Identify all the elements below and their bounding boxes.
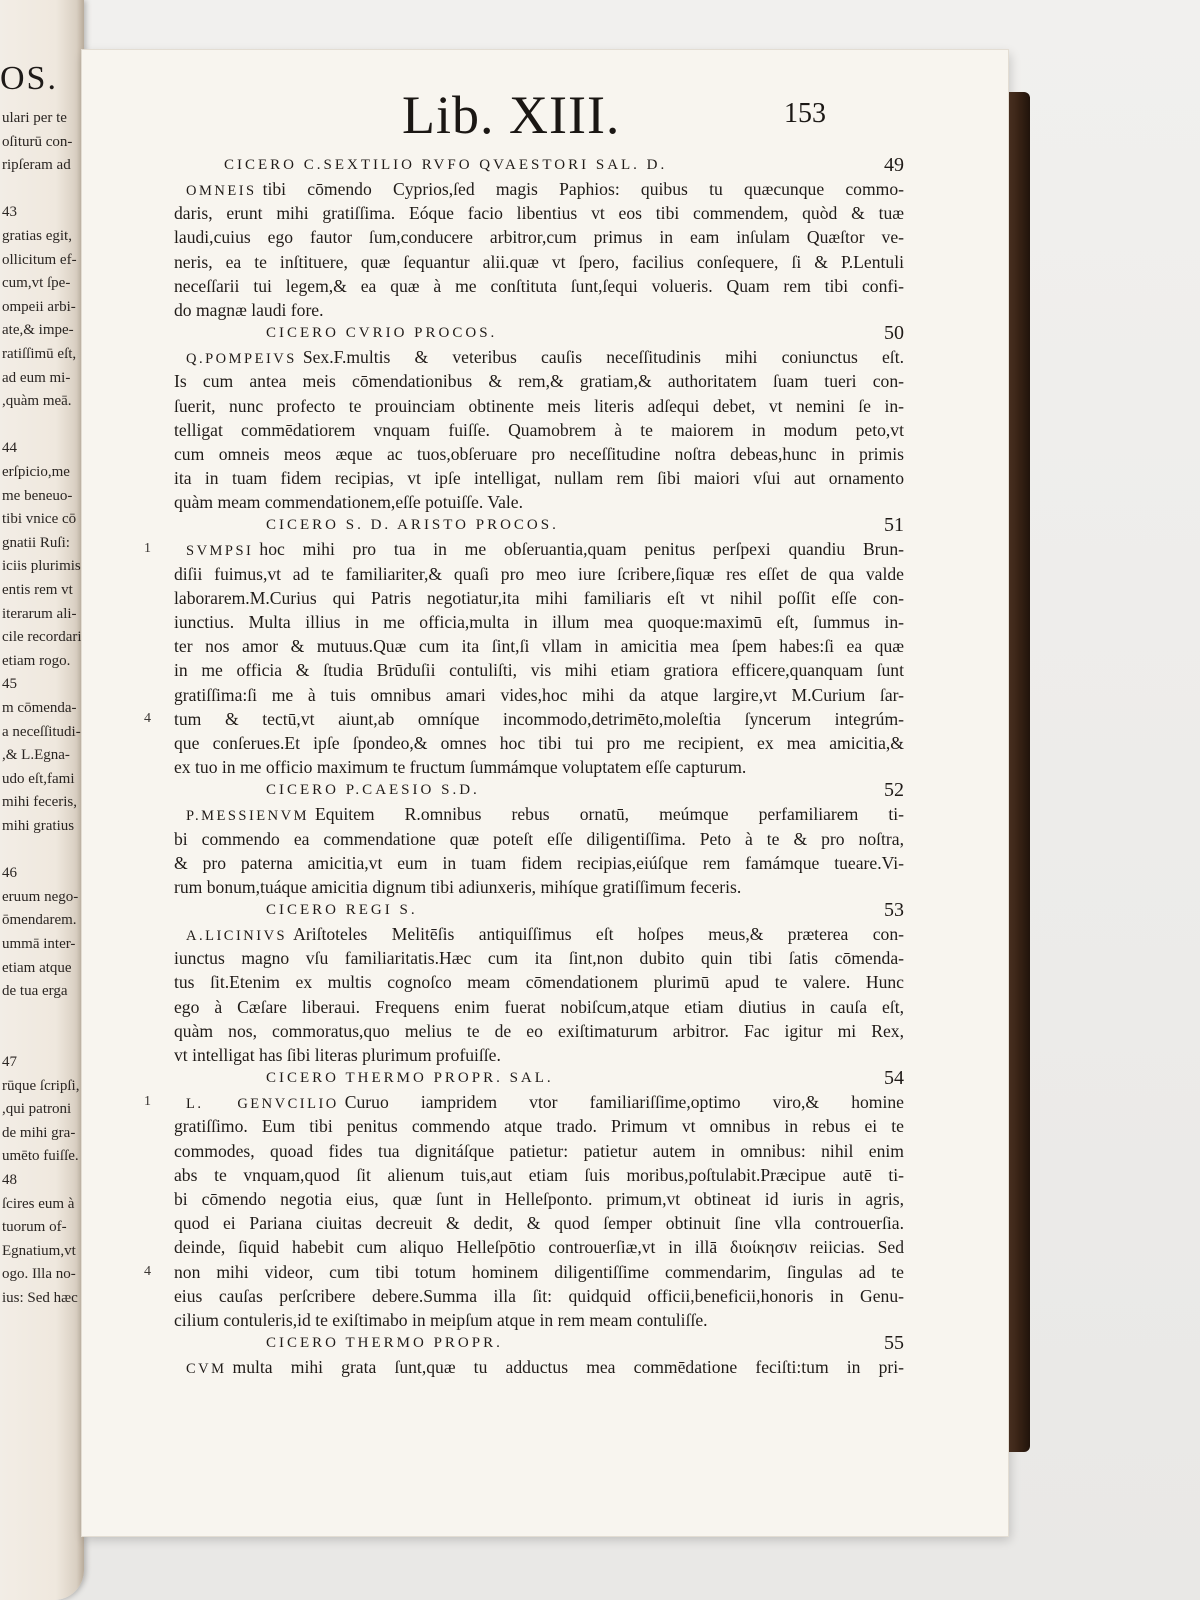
left-page-line: cum,vt ſpe- [2,275,71,292]
left-page-line: ulari per te [2,110,67,126]
line-text: ter nos amor & mutuus.Quæ cum ita ſint,ſi vllam in amicitia mea ſpem habes:ſi ea quæ [174,636,904,657]
left-page-line: ratiſſimū eſt, [2,346,77,362]
line-text: Sex.F.multis & veteribus cauſis neceſſitudinis mihi coniunctus eſt. [302,347,904,368]
opening-word: SVMPSI [186,543,254,560]
line-text: cum omneis meos æque ac tuos,obſeruare pro neceſſitudine noſtra debeas,hunc in primis [174,443,904,464]
left-page-line: udo eſt,fami [2,770,75,787]
left-page-line: 46 [2,865,17,882]
line-text: laudi,cuius ego fautor ſum,conducere arbitror,cum primus in eam inſulam Quæſtor ve- [174,227,904,248]
left-page-line: tibi vnice cō [2,511,77,528]
text-line [174,1284,904,1308]
opening-word: OMNEIS [186,183,257,199]
left-page-line: iciis plurimis [2,558,81,575]
line-text: iunctius. Multa illius in me officia,multa in illum mea quoque:maximū eſt, ſummus in- [174,612,904,632]
left-page-line: gnatii Ruſi: [2,534,70,551]
right-page [82,50,1008,1536]
text-line [174,490,904,514]
text-line [174,995,904,1019]
left-page-line: rūque ſcripſi, [2,1077,80,1094]
opening-word: P.MESSIENVM [186,808,309,825]
letter-salutation: CICERO REGI S. [266,902,418,919]
book-title: Lib. XIII. [402,85,621,145]
running-head [82,84,1008,144]
left-page-line: ummā inter- [2,936,76,952]
text-line [174,658,904,682]
letter-heading [174,322,904,345]
letter-salutation: CICERO THERMO PROPR. SAL. [266,1070,554,1087]
margin-marker: 1 [144,541,151,557]
letter-salutation: CICERO P.CAESIO S.D. [266,782,480,799]
left-page-line: 45 [2,676,17,693]
line-text: neris, ea te inſtituere, quæ ſequantur alii.quæ vt ſpero, facilius conſequere, ſi & P.Lentuli [174,251,904,272]
line-text: tum & tectū,vt aiunt,ab omníque incommodo,detrimēto,moleſtia ſyncerum integrúm- [174,708,904,729]
left-page-line: umēto fuiſſe. [2,1148,79,1165]
line-text: quod ei Pariana ciuitas decreuit & dedit, & quod ſemper obtinuit ſine vlla controuerſia. [174,1213,904,1234]
opening-word: L. GENVCILIO [186,1096,339,1113]
line-text: rum bonum,tuáque amicitia dignum tibi adiunxeris, mihíque gratiſſimum feceris. [174,876,742,897]
line-text: do magnæ laudi fore. [174,299,324,320]
text-line [174,225,904,249]
letter-number: 51 [884,514,904,537]
left-page-line: tuorum of- [2,1219,67,1236]
text-line [174,634,904,658]
text-line [174,250,904,274]
line-text: Is cum antea meis cōmendationibus & rem,& gratiam,& authoritatem ſuam tueri con- [174,371,904,392]
text-line [174,394,904,418]
letter-salutation: CICERO THERMO PROPR. [266,1335,503,1352]
left-page-line: ſcires eum à [2,1195,75,1212]
left-page-line: ,qui patroni [2,1101,72,1118]
text-line [174,1043,904,1067]
line-text: in me officia & ſtudia Brūduſii contuliſti, vis mihi etiam gratiora efficere,quanquam ſunt [174,660,904,681]
left-page-line: cile recordari [2,629,82,646]
text-line [174,562,904,586]
text-line [174,946,904,970]
margin-marker: 4 [144,710,151,726]
letter-heading [174,514,904,537]
line-text: ego à Cæſare liberaui. Frequens enim fuerat nobiſcum,atque etiam diutius in cauſa eſt, [174,996,904,1017]
line-text: tus ſit.Etenim ex multis cognoſco meam cōmendationem plurimū apud te valere. Hunc [174,972,904,993]
opening-word: Q.POMPEIVS [186,351,297,368]
line-text: telligat commēdatiorem vnquam fuiſſe. Quamobrem à te maiorem in modum peto,vt [174,419,904,440]
letter-heading [174,779,904,802]
left-page-line: ripſeram ad [2,157,71,174]
line-text: Ariſtoteles Melitēſis antiquiſſimus eſt hoſpes meus,& præterea con- [293,924,904,945]
letter-number: 54 [884,1067,904,1090]
text-line [174,731,904,755]
letter-salutation: CICERO CVRIO PROCOS. [266,325,498,342]
line-text: laborarem.M.Curius qui Patris negotiatur,ita mihi familiaris eſt vt nihil poſſit eſſe con- [174,587,904,608]
text-line [174,1211,904,1235]
letter-heading [174,1067,904,1090]
line-text: deinde, ſiquid habebit cum aliquo Helleſpōtio controuerſiæ,vt in illā διοίκησιν reiicias. Sed [174,1237,904,1258]
opening-word: CVM [186,1361,227,1378]
text-line [174,1139,904,1163]
left-page-line: de tua erga [2,983,68,1000]
text-line [174,345,904,369]
page-number: 153 [784,98,826,129]
text-line [174,755,904,779]
line-text: ex tuo in me officio maximum te fructum ſummámque voluptatem eſſe capturum. [174,757,747,778]
left-page-line: eruum nego- [2,888,79,905]
text-line [174,1235,904,1259]
letter-salutation: CICERO C.SEXTILIO RVFO QVAESTORI SAL. D. [224,157,668,173]
text-block [144,154,904,1379]
left-page-line: m cōmenda- [2,700,77,716]
text-line [174,369,904,393]
left-page-line: oſiturū con- [2,133,73,150]
margin-marker: 1 [144,1094,151,1110]
line-text: Equitem R.omnibus rebus ornatū, meúmque perfamiliarem ti- [314,804,904,825]
letter-number: 53 [884,899,904,922]
text-line [174,1308,904,1332]
left-page-line: mihi feceris, [2,794,77,811]
left-page-line: erſpicio,me [2,464,70,480]
left-page-line: a neceſſitudi- [2,723,81,740]
text-line [174,442,904,466]
text-line [174,827,904,851]
line-text: gratiſſima:ſi me à tuis omnibus amari vides,hoc mihi da atque largire,vt M.Curium ſar- [174,684,904,705]
text-line [174,466,904,490]
left-page-line: 44 [2,440,17,457]
line-text: ita in tuam fidem recipias, vt ipſe intelligat, nullam rem ſibi maiori vſui aut ornamento [174,468,904,489]
line-text: diſii fuimus,vt ad te familiariter,& quaſi pro meo iure ſcribere,ſiquæ res eſſet de qua valde [174,563,904,584]
left-page-line: ,& L.Egna- [2,747,70,764]
line-text: ſuerit, nunc profecto te prouinciam obtinente meis literis adſequi debet, vt nemini ſe in- [174,395,904,416]
left-page-line: 47 [2,1054,17,1070]
left-page-line: ,quàm meā. [2,393,72,410]
opening-word: A.LICINIVS [186,928,288,945]
line-text: commodes, quoad fides tua dignitáſque patietur: patietur autem in omnibus: nihil enim [174,1140,904,1161]
line-text: & pro paterna amicitia,vt eum in tuam fidem recipias,eiúſque rem famámque tueare.Vi- [174,852,904,873]
letter-number: 49 [884,154,904,176]
line-text: bi commendo ea commendatione quæ poteſt eſſe diligentiſſima. Peto à te & pro noſtra, [174,828,904,849]
line-text: daris, erunt mihi gratiſſima. Eóque facio libentius vt eos tibi commendem, quòd & tuæ [174,203,904,224]
left-page-line: 43 [2,204,17,221]
text-line [174,922,904,946]
left-page-line: 48 [2,1172,17,1188]
line-text: eius cauſas perſcribere debere.Summa illa ſit: quidquid officii,beneficii,honoris in Genu- [174,1285,904,1306]
left-page-line: ad eum mi- [2,369,71,386]
line-text: abs te vnquam,quod ſit alienum tuis,aut etiam ſuis moribus,poſtulabit.Præcipue autē ti- [174,1164,904,1185]
text-line [174,1355,904,1379]
letter-heading [174,1332,904,1355]
line-text: hoc mihi pro tua in me obſeruantia,quam penitus perſpexi quandiu Brun- [259,539,904,560]
line-text: neceſſarii tui legem,& ea quæ à me conſtituta ſunt,ſequi volueris. Quam rem tibi confi- [174,275,904,296]
line-text: iunctus magno vſu familiaritatis.Hæc cum ita ſint,non dubito quin tibi ſatis cōmenda- [174,948,904,969]
letter-salutation: CICERO S. D. ARISTO PROCOS. [266,517,559,534]
left-page [0,0,84,1600]
letter-number: 52 [884,779,904,802]
left-page-line: me beneuo- [2,487,73,504]
left-page-line: ompeii arbi- [2,298,76,315]
text-line [174,1019,904,1043]
text-line [174,610,904,634]
left-page-line: iterarum ali- [2,605,77,622]
text-line [144,1090,904,1114]
left-page-line: ogo. Illa no- [2,1266,76,1283]
text-line [174,298,904,322]
text-line [144,1260,904,1284]
left-page-line: ōmendarem. [2,912,77,929]
text-line [174,177,904,201]
text-line [174,201,904,225]
text-line [174,683,904,707]
line-text: multa mihi grata ſunt,quæ tu adductus mea commēdatione feciſti:tum in pri- [232,1357,904,1378]
left-page-line: ate,& impe- [2,322,74,339]
text-line [174,802,904,826]
line-text: tibi cōmendo Cyprios,ſed magis Paphios: quibus tu quæcunque commo- [262,179,904,199]
left-page-line: gratias egit, [2,228,72,244]
left-page-line: etiam atque [2,959,72,976]
text-line [174,1163,904,1187]
line-text: quàm meam commendationem,eſſe potuiſſe. Vale. [174,492,524,513]
left-page-line: mihi gratius [2,818,75,834]
line-text: bi cōmendo negotia eius, quæ ſunt in Helleſponto. primum,vt obtineat id iuris in agris, [174,1188,904,1209]
letter-heading [174,899,904,922]
text-line [174,970,904,994]
left-page-line: entis rem vt [2,582,73,598]
line-text: vt intelligat has ſibi literas plurimum profuiſſe. [174,1045,501,1065]
left-page-heading: OS. [0,60,58,97]
line-text: cilium contuleris,id te exiſtimabo in meipſum atque in rem meam contuliſſe. [174,1309,708,1330]
text-line [174,851,904,875]
text-line [144,537,904,561]
text-line [174,875,904,899]
line-text: gratiſſimo. Eum tibi penitus commendo atque trado. Primum vt omnibus in rebus ei te [174,1116,904,1137]
margin-marker: 4 [144,1263,151,1279]
left-page-line: ollicitum ef- [2,251,77,268]
text-line [174,1114,904,1138]
text-line [174,274,904,298]
left-page-line: etiam rogo. [2,652,71,669]
left-page-line: de mihi gra- [2,1124,76,1141]
text-line [174,1187,904,1211]
letter-heading [174,154,904,177]
letter-number: 55 [884,1332,904,1355]
text-line [144,707,904,731]
line-text: Curuo iampridem vtor familiariſſime,optimo viro,& homine [344,1092,904,1113]
letter-number: 50 [884,322,904,345]
text-line [174,586,904,610]
line-text: quàm nos, commoratus,quo melius te de eo exiſtimaturum arbitror. Fac igitur mi Rex, [174,1020,904,1041]
left-page-line: ius: Sed hæc [2,1290,78,1306]
line-text: que conſerues.Et ipſe ſpondeo,& omnes hoc tibi tui pro me recipient, ex mea amicitia,& [174,732,904,753]
line-text: non mihi videor, cum tibi totum hominem diligentiſſime commendarim, ſingulas ad te [174,1261,904,1282]
left-page-line: Egnatium,vt [2,1242,76,1259]
text-line [174,418,904,442]
